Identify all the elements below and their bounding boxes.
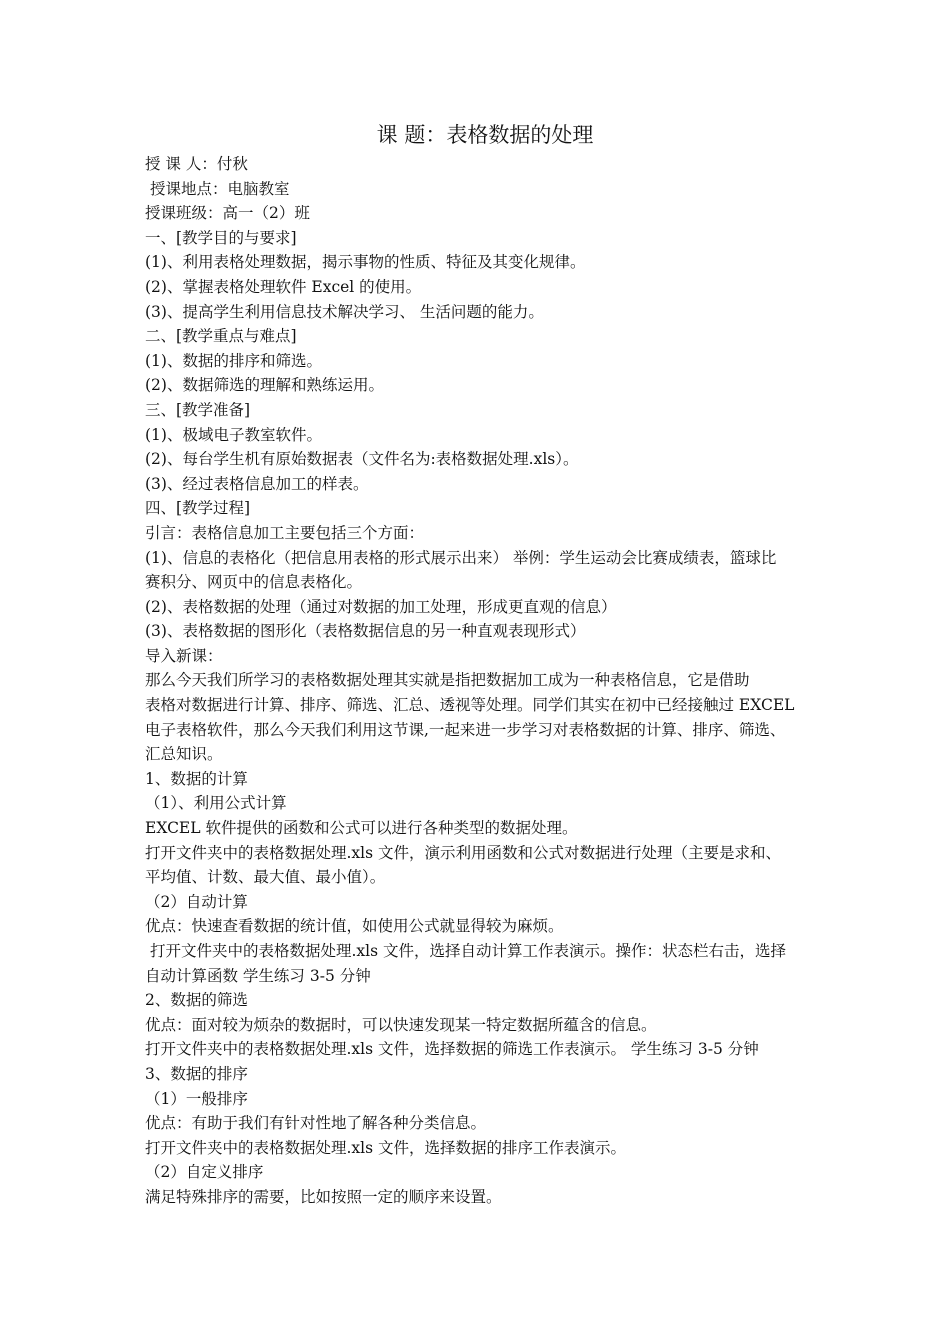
text-line: (2)、每台学生机有原始数据表（文件名为:表格数据处理.xls）。 xyxy=(145,450,579,469)
text-line: （1）、利用公式计算 xyxy=(145,794,287,813)
text-line: 平均值、计数、最大值、最小值）。 xyxy=(145,868,386,887)
text-line: 打开文件夹中的表格数据处理.xls 文件，选择自动计算工作表演示。操作：状态栏右击，选择 xyxy=(145,942,786,960)
text-line: 引言：表格信息加工主要包括三个方面： xyxy=(145,523,425,542)
text-line: 授课班级：高一（2）班 xyxy=(145,204,310,223)
text-line: (3)、经过表格信息加工的样表。 xyxy=(145,474,369,493)
text-line: 汇总知识。 xyxy=(145,745,223,764)
text-line: (3)、表格数据的图形化（表格数据信息的另一种直观表现形式） xyxy=(145,622,586,641)
text-line: 那么今天我们所学习的表格数据处理其实就是指把数据加工成为一种表格信息，它是借助 xyxy=(145,671,750,690)
text-line: 授课地点：电脑教室 xyxy=(145,179,290,198)
text-line: 1、数据的计算 xyxy=(145,769,248,788)
text-line: （2）自定义排序 xyxy=(145,1163,264,1182)
document-body xyxy=(145,152,825,1210)
text-line: (2)、掌握表格处理软件 Excel 的使用。 xyxy=(145,277,422,296)
text-line: (1)、信息的表格化（把信息用表格的形式展示出来） 举例：学生运动会比赛成绩表，篮球比 xyxy=(145,548,777,567)
text-line: 授 课 人：付秋 xyxy=(145,155,248,173)
text-line: 优点：有助于我们有针对性地了解各种分类信息。 xyxy=(145,1114,487,1133)
text-line: 优点：快速查看数据的统计值，如使用公式就显得较为麻烦。 xyxy=(145,917,564,936)
text-line: 自动计算函数 学生练习 3-5 分钟 xyxy=(145,966,371,985)
text-line: 打开文件夹中的表格数据处理.xls 文件，选择数据的筛选工作表演示。 学生练习 3-5 分钟 xyxy=(145,1040,759,1059)
text-line: (1)、极域电子教室软件。 xyxy=(145,425,322,444)
text-line: 优点：面对较为烦杂的数据时，可以快速发现某一特定数据所蕴含的信息。 xyxy=(145,1015,657,1034)
text-line: 赛积分、网页中的信息表格化。 xyxy=(145,573,363,592)
text-line: EXCEL 软件提供的函数和公式可以进行各种类型的数据处理。 xyxy=(145,819,578,838)
text-line: 导入新课： xyxy=(145,646,223,665)
text-line: 3、数据的排序 xyxy=(145,1064,248,1083)
text-line: 四、[教学过程] xyxy=(145,499,251,518)
text-line: 2、数据的筛选 xyxy=(145,991,248,1010)
text-line: (2)、数据筛选的理解和熟练运用。 xyxy=(145,376,384,395)
text-line: 三、[教学准备] xyxy=(145,400,251,419)
text-line: （1）一般排序 xyxy=(145,1089,248,1108)
text-line: 一、[教学目的与要求] xyxy=(145,228,297,247)
text-line: (1)、数据的排序和筛选。 xyxy=(145,351,322,370)
text-line: 打开文件夹中的表格数据处理.xls 文件，演示利用函数和公式对数据进行处理（主要是求和、 xyxy=(145,843,782,862)
text-line: 满足特殊排序的需要，比如按照一定的顺序来设置。 xyxy=(145,1187,502,1206)
text-line: 电子表格软件，那么今天我们利用这节课,一起来进一步学习对表格数据的计算、排序、筛选、 xyxy=(145,720,786,739)
text-line: 二、[教学重点与难点] xyxy=(145,327,297,346)
text-line: (1)、利用表格处理数据，揭示事物的性质、特征及其变化规律。 xyxy=(145,253,586,272)
text-line: (3)、提高学生利用信息技术解决学习、 生活问题的能力。 xyxy=(145,302,544,321)
document-title: 课 题：表格数据的处理 xyxy=(376,123,594,147)
text-line: 打开文件夹中的表格数据处理.xls 文件，选择数据的排序工作表演示。 xyxy=(145,1138,627,1157)
document-page xyxy=(145,118,825,1210)
text-line: 表格对数据进行计算、排序、筛选、汇总、透视等处理。同学们其实在初中已经接触过 EXCEL xyxy=(145,696,795,715)
text-line: （2）自动计算 xyxy=(145,892,248,911)
text-line: (2)、表格数据的处理（通过对数据的加工处理，形成更直观的信息） xyxy=(145,597,617,616)
